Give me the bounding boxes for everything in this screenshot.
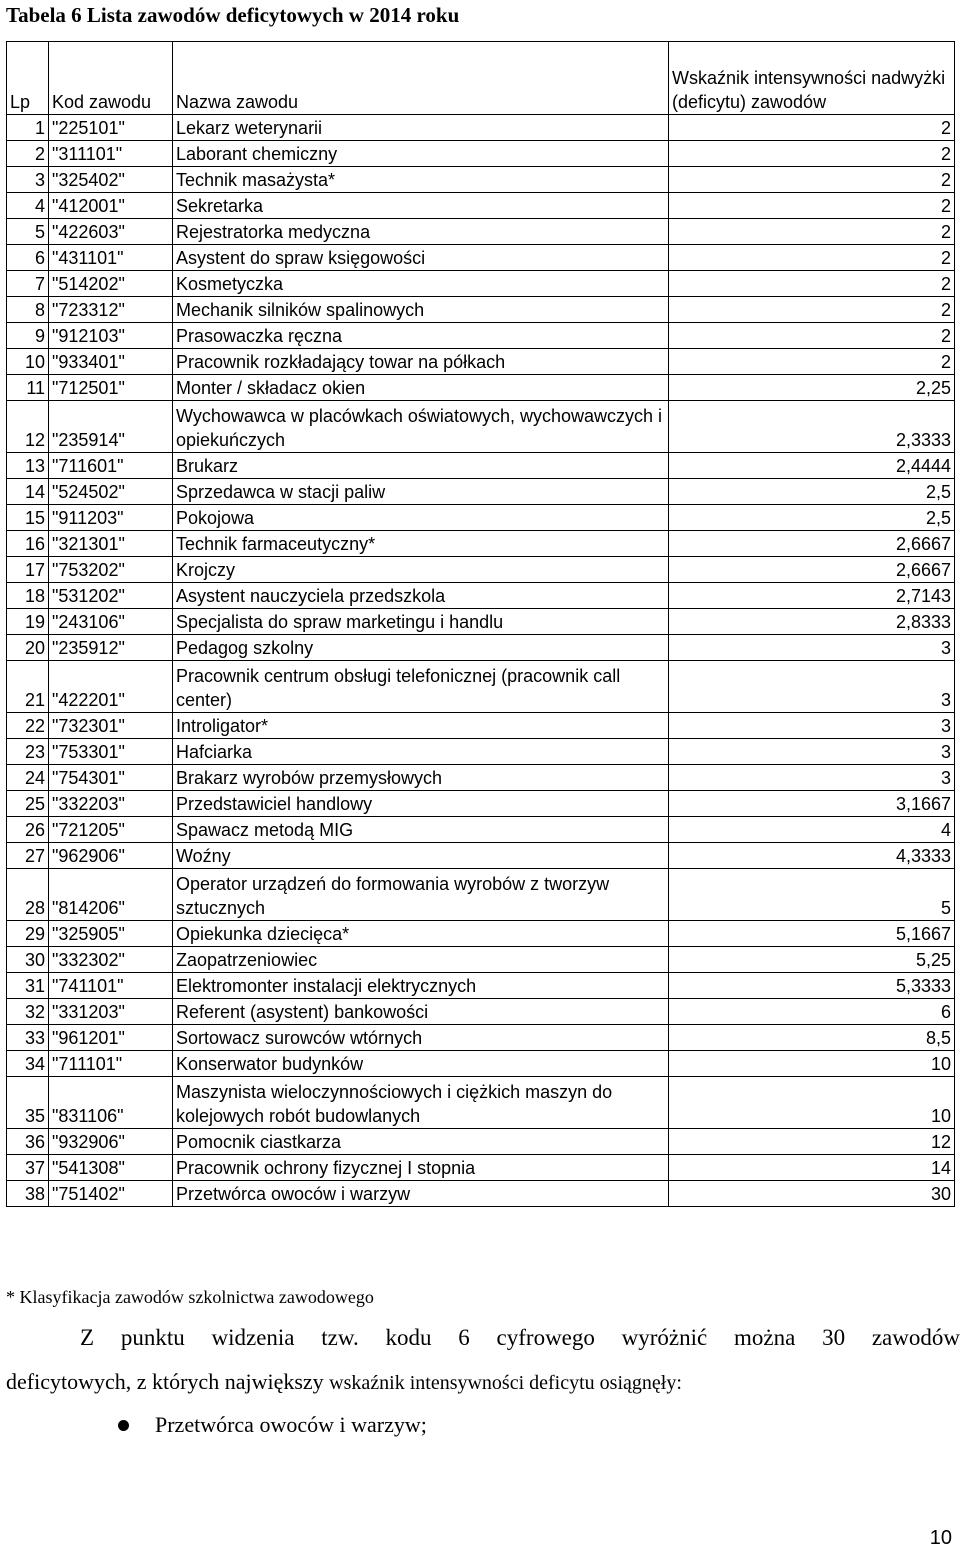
paragraph-line-1: Z punktu widzenia tzw. kodu 6 cyfrowego wyróżnić można 30 zawodów (80, 1325, 960, 1350)
table-row (7, 479, 955, 505)
row-name: Brakarz wyrobów przemysłowych (173, 765, 669, 791)
row-lp: 34 (7, 1051, 49, 1077)
row-lp: 29 (7, 921, 49, 947)
page-number: 10 (929, 1527, 952, 1549)
table-row (7, 1181, 955, 1207)
row-code: "332203" (49, 791, 173, 817)
row-lp: 30 (7, 947, 49, 973)
row-name: Rejestratorka medyczna (173, 219, 669, 245)
row-code: "524502" (49, 479, 173, 505)
table-row (7, 1077, 955, 1129)
row-code: "911203" (49, 505, 173, 531)
table-row (7, 141, 955, 167)
row-name: Opiekunka dziecięca* (173, 921, 669, 947)
row-name: Asystent do spraw księgowości (173, 245, 669, 271)
row-value: 3 (669, 739, 955, 765)
row-name: Pedagog szkolny (173, 635, 669, 661)
row-value: 2,8333 (669, 609, 955, 635)
row-name: Pracownik centrum obsługi telefonicznej (pracownik call center) (173, 661, 669, 713)
row-code: "933401" (49, 349, 173, 375)
row-name: Przedstawiciel handlowy (173, 791, 669, 817)
row-code: "422201" (49, 661, 173, 713)
row-lp: 20 (7, 635, 49, 661)
row-value: 2,25 (669, 375, 955, 401)
row-code: "235914" (49, 401, 173, 453)
row-name: Prasowaczka ręczna (173, 323, 669, 349)
row-value: 2,5 (669, 479, 955, 505)
table-row (7, 193, 955, 219)
table-row (7, 349, 955, 375)
table-row (7, 375, 955, 401)
row-code: "325402" (49, 167, 173, 193)
table-row (7, 609, 955, 635)
paragraph-line-2 (6, 1368, 682, 1397)
table-row (7, 1155, 955, 1181)
row-lp: 25 (7, 791, 49, 817)
row-value: 2 (669, 271, 955, 297)
table-row (7, 947, 955, 973)
row-name: Monter / składacz okien (173, 375, 669, 401)
row-code: "711101" (49, 1051, 173, 1077)
row-lp: 19 (7, 609, 49, 635)
row-code: "814206" (49, 869, 173, 921)
row-lp: 6 (7, 245, 49, 271)
table-body (7, 115, 955, 1207)
row-value: 2 (669, 297, 955, 323)
row-value: 3,1667 (669, 791, 955, 817)
row-name: Pracownik rozkładający towar na półkach (173, 349, 669, 375)
table-row (7, 635, 955, 661)
row-value: 10 (669, 1051, 955, 1077)
table-row (7, 791, 955, 817)
row-value: 2 (669, 245, 955, 271)
row-name: Mechanik silników spalinowych (173, 297, 669, 323)
row-value: 6 (669, 999, 955, 1025)
row-code: "331203" (49, 999, 173, 1025)
row-lp: 21 (7, 661, 49, 713)
row-lp: 16 (7, 531, 49, 557)
row-name: Specjalista do spraw marketingu i handlu (173, 609, 669, 635)
row-value: 3 (669, 765, 955, 791)
row-lp: 22 (7, 713, 49, 739)
row-value: 4,3333 (669, 843, 955, 869)
row-name: Konserwator budynków (173, 1051, 669, 1077)
row-lp: 11 (7, 375, 49, 401)
row-code: "962906" (49, 843, 173, 869)
row-name: Przetwórca owoców i warzyw (173, 1181, 669, 1207)
row-value: 4 (669, 817, 955, 843)
row-value: 5,3333 (669, 973, 955, 999)
row-code: "332302" (49, 947, 173, 973)
table-row (7, 167, 955, 193)
row-name: Kosmetyczka (173, 271, 669, 297)
row-code: "311101" (49, 141, 173, 167)
row-lp: 31 (7, 973, 49, 999)
row-name: Spawacz metodą MIG (173, 817, 669, 843)
row-lp: 27 (7, 843, 49, 869)
row-value: 2 (669, 193, 955, 219)
row-name: Brukarz (173, 453, 669, 479)
paragraph-line-2-part-b: wskaźnik intensywności deficytu osiągnęły: (329, 1372, 682, 1394)
row-code: "932906" (49, 1129, 173, 1155)
row-name: Woźny (173, 843, 669, 869)
deficit-professions-table (6, 41, 955, 1207)
table-row (7, 739, 955, 765)
row-value: 2,7143 (669, 583, 955, 609)
row-name: Elektromonter instalacji elektrycznych (173, 973, 669, 999)
row-name: Asystent nauczyciela przedszkola (173, 583, 669, 609)
row-name: Lekarz weterynarii (173, 115, 669, 141)
row-name: Maszynista wieloczynnościowych i ciężkich maszyn do kolejowych robót budowlanych (173, 1077, 669, 1129)
row-code: "723312" (49, 297, 173, 323)
row-code: "541308" (49, 1155, 173, 1181)
row-code: "721205" (49, 817, 173, 843)
row-value: 5,25 (669, 947, 955, 973)
row-value: 2,6667 (669, 531, 955, 557)
row-lp: 15 (7, 505, 49, 531)
row-name: Krojczy (173, 557, 669, 583)
row-value: 2,6667 (669, 557, 955, 583)
table-row (7, 817, 955, 843)
row-code: "753202" (49, 557, 173, 583)
row-name: Sortowacz surowców wtórnych (173, 1025, 669, 1051)
row-name: Technik masażysta* (173, 167, 669, 193)
table-row (7, 453, 955, 479)
row-code: "321301" (49, 531, 173, 557)
row-code: "422603" (49, 219, 173, 245)
row-lp: 7 (7, 271, 49, 297)
table-row (7, 271, 955, 297)
row-lp: 26 (7, 817, 49, 843)
row-lp: 33 (7, 1025, 49, 1051)
row-value: 2 (669, 349, 955, 375)
table-row (7, 921, 955, 947)
row-code: "325905" (49, 921, 173, 947)
row-lp: 5 (7, 219, 49, 245)
table-row (7, 1129, 955, 1155)
row-lp: 18 (7, 583, 49, 609)
table-row (7, 401, 955, 453)
row-value: 5 (669, 869, 955, 921)
row-code: "235912" (49, 635, 173, 661)
row-lp: 2 (7, 141, 49, 167)
table-row (7, 245, 955, 271)
table-row (7, 531, 955, 557)
table-row (7, 115, 955, 141)
bullet-item: Przetwórca owoców i warzyw; (155, 1412, 427, 1437)
row-code: "751402" (49, 1181, 173, 1207)
row-value: 3 (669, 635, 955, 661)
table-row (7, 219, 955, 245)
row-lp: 9 (7, 323, 49, 349)
row-name: Laborant chemiczny (173, 141, 669, 167)
row-name: Pomocnik ciastkarza (173, 1129, 669, 1155)
table-row (7, 661, 955, 713)
row-lp: 38 (7, 1181, 49, 1207)
row-lp: 1 (7, 115, 49, 141)
row-code: "514202" (49, 271, 173, 297)
row-value: 12 (669, 1129, 955, 1155)
row-value: 2,3333 (669, 401, 955, 453)
row-value: 30 (669, 1181, 955, 1207)
row-lp: 35 (7, 1077, 49, 1129)
table-row (7, 583, 955, 609)
table-row (7, 297, 955, 323)
row-value: 10 (669, 1077, 955, 1129)
row-value: 2,4444 (669, 453, 955, 479)
row-name: Hafciarka (173, 739, 669, 765)
row-value: 2 (669, 167, 955, 193)
header-code: Kod zawodu (49, 42, 173, 115)
row-name: Sprzedawca w stacji paliw (173, 479, 669, 505)
row-name: Pokojowa (173, 505, 669, 531)
header-name: Nazwa zawodu (173, 42, 669, 115)
row-lp: 24 (7, 765, 49, 791)
row-lp: 12 (7, 401, 49, 453)
footnote: * Klasyfikacja zawodów szkolnictwa zawodowego (6, 1287, 374, 1307)
row-code: "831106" (49, 1077, 173, 1129)
row-lp: 3 (7, 167, 49, 193)
row-code: "912103" (49, 323, 173, 349)
row-code: "243106" (49, 609, 173, 635)
row-name: Wychowawca w placówkach oświatowych, wychowawczych i opiekuńczych (173, 401, 669, 453)
row-name: Operator urządzeń do formowania wyrobów z tworzyw sztucznych (173, 869, 669, 921)
row-value: 2 (669, 141, 955, 167)
table-row (7, 323, 955, 349)
row-value: 14 (669, 1155, 955, 1181)
row-code: "732301" (49, 713, 173, 739)
row-lp: 36 (7, 1129, 49, 1155)
row-name: Sekretarka (173, 193, 669, 219)
table-row (7, 713, 955, 739)
row-lp: 14 (7, 479, 49, 505)
table-row (7, 1051, 955, 1077)
table-row (7, 505, 955, 531)
table-row (7, 999, 955, 1025)
table-title: Tabela 6 Lista zawodów deficytowych w 2014 roku (6, 3, 460, 27)
row-code: "412001" (49, 193, 173, 219)
paragraph-line-2-part-a: deficytowych, z których największy (6, 1369, 330, 1394)
row-code: "754301" (49, 765, 173, 791)
row-lp: 8 (7, 297, 49, 323)
table-row (7, 557, 955, 583)
row-code: "531202" (49, 583, 173, 609)
row-code: "753301" (49, 739, 173, 765)
row-lp: 10 (7, 349, 49, 375)
row-lp: 4 (7, 193, 49, 219)
table-row (7, 843, 955, 869)
row-lp: 17 (7, 557, 49, 583)
row-lp: 32 (7, 999, 49, 1025)
row-lp: 23 (7, 739, 49, 765)
row-value: 3 (669, 713, 955, 739)
row-value: 8,5 (669, 1025, 955, 1051)
row-lp: 13 (7, 453, 49, 479)
row-lp: 28 (7, 869, 49, 921)
row-name: Technik farmaceutyczny* (173, 531, 669, 557)
table-header-row (7, 42, 955, 115)
header-indicator: Wskaźnik intensywności nadwyżki (deficytu) zawodów (669, 42, 955, 115)
table-row (7, 765, 955, 791)
header-lp: Lp (7, 42, 49, 115)
row-name: Zaopatrzeniowiec (173, 947, 669, 973)
row-lp: 37 (7, 1155, 49, 1181)
row-value: 2 (669, 323, 955, 349)
row-value: 5,1667 (669, 921, 955, 947)
row-code: "741101" (49, 973, 173, 999)
row-code: "712501" (49, 375, 173, 401)
row-code: "711601" (49, 453, 173, 479)
row-value: 2 (669, 115, 955, 141)
row-name: Introligator* (173, 713, 669, 739)
row-value: 2 (669, 219, 955, 245)
row-name: Referent (asystent) bankowości (173, 999, 669, 1025)
row-code: "431101" (49, 245, 173, 271)
row-name: Pracownik ochrony fizycznej I stopnia (173, 1155, 669, 1181)
table-row (7, 1025, 955, 1051)
row-code: "225101" (49, 115, 173, 141)
table-row (7, 869, 955, 921)
bullet-dot-icon (118, 1420, 129, 1431)
row-code: "961201" (49, 1025, 173, 1051)
table-row (7, 973, 955, 999)
row-value: 2,5 (669, 505, 955, 531)
row-value: 3 (669, 661, 955, 713)
